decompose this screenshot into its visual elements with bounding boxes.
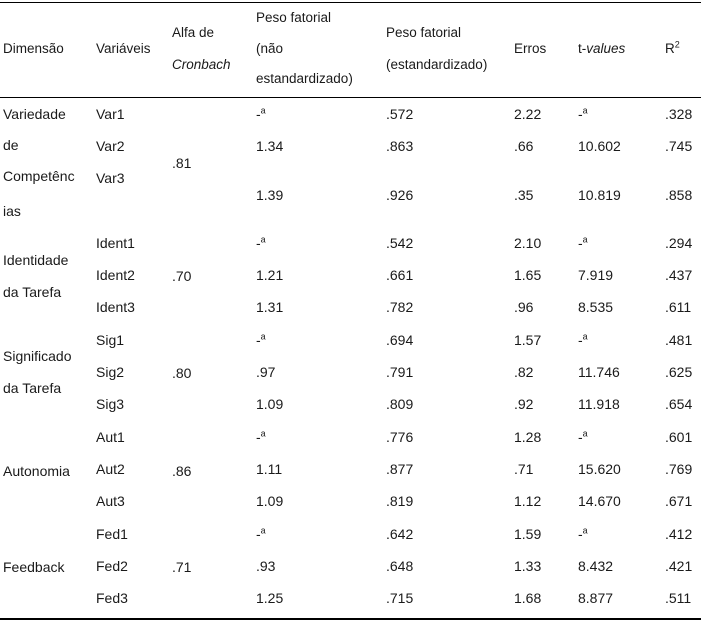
row-6-peso-std-value: .694 bbox=[386, 332, 414, 348]
row-14-erros-value: 1.68 bbox=[514, 590, 542, 606]
row-12-erros bbox=[514, 522, 541, 546]
row-1-t-value bbox=[578, 134, 621, 158]
row-0-peso-std-value: .572 bbox=[386, 106, 414, 122]
row-7-r2 bbox=[665, 360, 692, 384]
row-5-variable bbox=[96, 295, 135, 319]
row-3-variable bbox=[96, 231, 135, 255]
row-9-variable bbox=[96, 425, 125, 449]
header-peso-nao-line2: (não bbox=[256, 41, 284, 56]
row-11-peso-std bbox=[386, 489, 413, 513]
row-10-erros bbox=[514, 457, 533, 481]
row-10-peso-std bbox=[386, 457, 413, 481]
row-12-peso-nao-value: - bbox=[256, 526, 261, 542]
row-11-t-value-value: 14.670 bbox=[578, 493, 621, 509]
row-14-variable bbox=[96, 586, 128, 610]
row-13-t-value bbox=[578, 554, 613, 578]
row-8-erros-value: .92 bbox=[514, 396, 534, 412]
row-4-variable-value: Ident2 bbox=[96, 267, 135, 283]
header-alfa-line1: Alfa de bbox=[172, 25, 215, 40]
row-8-variable bbox=[96, 392, 124, 416]
row-8-peso-nao bbox=[256, 392, 283, 416]
row-5-peso-nao-value: 1.31 bbox=[256, 299, 284, 315]
row-1-peso-std-value: .863 bbox=[386, 138, 414, 154]
row-3-peso-std-value: .542 bbox=[386, 235, 414, 251]
row-9-erros bbox=[514, 425, 541, 449]
row-8-peso-std-value: .809 bbox=[386, 396, 414, 412]
row-12-r2-value: .412 bbox=[665, 526, 693, 542]
row-6-peso-nao bbox=[256, 328, 266, 352]
row-0-variable bbox=[96, 102, 125, 126]
row-12-peso-nao-footnote: a bbox=[260, 525, 266, 536]
row-10-variable-value: Aut2 bbox=[96, 461, 125, 477]
dimension-0-line-2: Competênc bbox=[3, 168, 75, 184]
row-14-erros bbox=[514, 586, 541, 610]
table-header-rule bbox=[0, 97, 701, 98]
header-alfa-line2: Cronbach bbox=[172, 57, 231, 72]
row-4-peso-nao-value: 1.21 bbox=[256, 267, 284, 283]
header-variaveis: Variáveis bbox=[96, 41, 151, 56]
row-8-r2-value: .654 bbox=[665, 396, 693, 412]
row-7-t-value-value: 11.746 bbox=[578, 364, 620, 380]
header-r-sup: 2 bbox=[674, 39, 680, 50]
row-11-r2 bbox=[665, 489, 692, 513]
row-9-r2-value: .601 bbox=[665, 429, 693, 445]
row-5-erros bbox=[514, 295, 533, 319]
row-7-r2-value: .625 bbox=[665, 364, 693, 380]
row-9-r2 bbox=[665, 425, 692, 449]
row-1-erros-value: .66 bbox=[514, 138, 534, 154]
row-10-erros-value: .71 bbox=[514, 461, 534, 477]
row-14-peso-std bbox=[386, 586, 413, 610]
row-0-erros-value: 2.22 bbox=[514, 106, 542, 122]
row-6-variable bbox=[96, 328, 124, 352]
dimension-1-line-1: da Tarefa bbox=[3, 284, 62, 300]
row-6-t-value-value: - bbox=[578, 332, 583, 348]
dimension-2-line-1: da Tarefa bbox=[3, 380, 62, 396]
row-0-peso-nao-value: - bbox=[256, 106, 261, 122]
row-7-peso-nao-value: .97 bbox=[256, 364, 276, 380]
row-7-erros-value: .82 bbox=[514, 364, 534, 380]
row-14-t-value bbox=[578, 586, 613, 610]
dimension-0-line-0: Variedade bbox=[3, 106, 66, 122]
row-14-peso-std-value: .715 bbox=[386, 590, 414, 606]
row-5-r2 bbox=[665, 295, 691, 319]
row-1-t-value-value: 10.602 bbox=[578, 138, 621, 154]
row-12-t-value-value: - bbox=[578, 526, 583, 542]
row-0-peso-std bbox=[386, 102, 413, 126]
row-3-r2 bbox=[665, 231, 692, 255]
dimension-0-line-1: de bbox=[3, 137, 19, 153]
row-5-peso-std-value: .782 bbox=[386, 299, 414, 315]
row-4-r2 bbox=[665, 263, 692, 287]
row-12-erros-value: 1.59 bbox=[514, 526, 542, 542]
row-14-peso-nao-value: 1.25 bbox=[256, 590, 284, 606]
row-10-peso-nao bbox=[256, 457, 282, 481]
row-7-peso-nao bbox=[256, 360, 275, 384]
row-0-r2-value: .328 bbox=[665, 106, 693, 122]
dimension-4-line-0: Feedback bbox=[3, 559, 65, 575]
row-10-t-value-value: 15.620 bbox=[578, 461, 621, 477]
header-r2 bbox=[665, 37, 680, 61]
row-3-t-value-value: - bbox=[578, 235, 583, 251]
row-9-erros-value: 1.28 bbox=[514, 429, 542, 445]
row-1-peso-nao bbox=[256, 134, 283, 158]
row-11-erros-value: 1.12 bbox=[514, 493, 542, 509]
row-4-erros-value: 1.65 bbox=[514, 267, 542, 283]
row-1-variable bbox=[96, 134, 125, 158]
dimension-0-line-3: ias bbox=[3, 203, 21, 219]
row-6-r2-value: .481 bbox=[665, 332, 693, 348]
row-14-r2 bbox=[665, 586, 691, 610]
alpha-4: .71 bbox=[172, 559, 192, 575]
row-13-r2 bbox=[665, 554, 692, 578]
row-3-peso-nao-value: - bbox=[256, 235, 261, 251]
alpha-1: .70 bbox=[172, 268, 192, 284]
row-3-erros bbox=[514, 231, 541, 255]
row-14-peso-nao bbox=[256, 586, 283, 610]
row-4-t-value bbox=[578, 263, 613, 287]
row-9-peso-nao-value: - bbox=[256, 429, 261, 445]
row-7-erros bbox=[514, 360, 533, 384]
row-3-peso-std bbox=[386, 231, 413, 255]
row-5-t-value bbox=[578, 295, 613, 319]
header-peso-std-line1: Peso fatorial bbox=[386, 25, 462, 40]
row-13-r2-value: .421 bbox=[665, 558, 693, 574]
row-4-r2-value: .437 bbox=[665, 267, 693, 283]
dimension-1-line-0: Identidade bbox=[3, 252, 69, 268]
row-8-variable-value: Sig3 bbox=[96, 396, 125, 412]
row-6-r2 bbox=[665, 328, 692, 352]
row-10-variable bbox=[96, 457, 125, 481]
row-12-t-value bbox=[578, 522, 588, 546]
row-1-r2-value: .745 bbox=[665, 138, 693, 154]
row-5-t-value-value: 8.535 bbox=[578, 299, 614, 315]
alpha-0: .81 bbox=[172, 155, 192, 171]
row-10-r2-value: .769 bbox=[665, 461, 693, 477]
row-12-variable-value: Fed1 bbox=[96, 526, 128, 542]
row-12-variable bbox=[96, 522, 128, 546]
row-0-r2 bbox=[665, 102, 692, 126]
row-9-peso-std bbox=[386, 425, 413, 449]
row-6-t-value-footnote: a bbox=[582, 331, 588, 342]
header-t-prefix: t- bbox=[578, 41, 587, 56]
row-9-variable-value: Aut1 bbox=[96, 429, 125, 445]
row-9-peso-std-value: .776 bbox=[386, 429, 414, 445]
row-13-peso-nao bbox=[256, 554, 275, 578]
row-12-peso-std-value: .642 bbox=[386, 526, 414, 542]
row-13-variable bbox=[96, 554, 128, 578]
header-t-italic: values bbox=[586, 41, 626, 56]
row-12-r2 bbox=[665, 522, 692, 546]
row-5-peso-std bbox=[386, 295, 413, 319]
row-10-r2 bbox=[665, 457, 692, 481]
header-t-values bbox=[578, 37, 625, 61]
row-4-erros bbox=[514, 263, 541, 287]
row-4-peso-std bbox=[386, 263, 413, 287]
row-7-t-value bbox=[578, 360, 620, 384]
row-7-peso-std bbox=[386, 360, 413, 384]
row-13-variable-value: Fed2 bbox=[96, 558, 128, 574]
row-11-peso-std-value: .819 bbox=[386, 493, 414, 509]
row-13-peso-std bbox=[386, 554, 413, 578]
row-6-peso-nao-footnote: a bbox=[260, 331, 266, 342]
dimension-2-line-0: Significado bbox=[3, 348, 72, 364]
row-6-peso-std bbox=[386, 328, 413, 352]
row-0-variable-value: Var1 bbox=[96, 106, 125, 122]
row-1-r2 bbox=[665, 134, 692, 158]
row-12-peso-std bbox=[386, 522, 413, 546]
row-13-erros bbox=[514, 554, 541, 578]
row-0-t-value-value: - bbox=[578, 106, 583, 122]
row-14-variable-value: Fed3 bbox=[96, 590, 128, 606]
row-2-t-value bbox=[578, 183, 621, 207]
row-7-variable-value: Sig2 bbox=[96, 364, 125, 380]
row-9-t-value bbox=[578, 425, 588, 449]
row-1-peso-nao-value: 1.34 bbox=[256, 138, 284, 154]
row-2-erros bbox=[514, 183, 533, 207]
row-2-erros-value: .35 bbox=[514, 187, 534, 203]
row-1-variable-value: Var2 bbox=[96, 138, 125, 154]
row-1-peso-std bbox=[386, 134, 413, 158]
row-6-peso-nao-value: - bbox=[256, 332, 261, 348]
row-9-t-value-value: - bbox=[578, 429, 583, 445]
header-erros: Erros bbox=[514, 41, 547, 56]
row-2-peso-nao-value: 1.39 bbox=[256, 187, 284, 203]
row-1-erros bbox=[514, 134, 533, 158]
row-5-peso-nao bbox=[256, 295, 283, 319]
row-11-erros bbox=[514, 489, 541, 513]
row-8-peso-std bbox=[386, 392, 413, 416]
row-11-variable-value: Aut3 bbox=[96, 493, 125, 509]
table-top-rule bbox=[0, 2, 701, 3]
row-8-peso-nao-value: 1.09 bbox=[256, 396, 284, 412]
row-11-t-value bbox=[578, 489, 621, 513]
row-8-erros bbox=[514, 392, 533, 416]
row-3-peso-nao bbox=[256, 231, 266, 255]
row-12-peso-nao bbox=[256, 522, 266, 546]
row-4-variable bbox=[96, 263, 135, 287]
row-3-peso-nao-footnote: a bbox=[260, 234, 266, 245]
row-12-t-value-footnote: a bbox=[582, 525, 588, 536]
table-bottom-rule bbox=[0, 618, 701, 620]
header-peso-nao-line3: estandardizado) bbox=[256, 71, 353, 86]
row-3-variable-value: Ident1 bbox=[96, 235, 135, 251]
row-3-erros-value: 2.10 bbox=[514, 235, 542, 251]
header-peso-nao-line1: Peso fatorial bbox=[256, 10, 332, 25]
row-9-peso-nao bbox=[256, 425, 266, 449]
header-peso-std-line2: (estandardizado) bbox=[386, 57, 488, 72]
row-4-peso-std-value: .661 bbox=[386, 267, 414, 283]
row-11-peso-nao bbox=[256, 489, 283, 513]
row-13-t-value-value: 8.432 bbox=[578, 558, 614, 574]
row-7-variable bbox=[96, 360, 124, 384]
row-3-t-value-footnote: a bbox=[582, 234, 588, 245]
row-5-erros-value: .96 bbox=[514, 299, 534, 315]
row-9-peso-nao-footnote: a bbox=[260, 428, 266, 439]
row-0-peso-nao-footnote: a bbox=[260, 105, 266, 116]
row-0-t-value-footnote: a bbox=[582, 105, 588, 116]
row-4-t-value-value: 7.919 bbox=[578, 267, 614, 283]
row-14-r2-value: .511 bbox=[665, 590, 692, 606]
row-14-t-value-value: 8.877 bbox=[578, 590, 614, 606]
row-0-t-value bbox=[578, 102, 588, 126]
row-0-erros bbox=[514, 102, 541, 126]
row-3-r2-value: .294 bbox=[665, 235, 693, 251]
row-9-t-value-footnote: a bbox=[582, 428, 588, 439]
row-7-peso-std-value: .791 bbox=[386, 364, 414, 380]
row-5-variable-value: Ident3 bbox=[96, 299, 135, 315]
row-2-variable-value: Var3 bbox=[96, 170, 125, 186]
row-2-t-value-value: 10.819 bbox=[578, 187, 621, 203]
row-2-variable bbox=[96, 166, 125, 190]
row-3-t-value bbox=[578, 231, 588, 255]
header-dimensao: Dimensão bbox=[3, 41, 64, 56]
row-6-erros bbox=[514, 328, 541, 352]
row-6-variable-value: Sig1 bbox=[96, 332, 125, 348]
row-6-erros-value: 1.57 bbox=[514, 332, 542, 348]
row-11-r2-value: .671 bbox=[665, 493, 693, 509]
row-13-peso-nao-value: .93 bbox=[256, 558, 276, 574]
row-10-t-value bbox=[578, 457, 621, 481]
row-10-peso-nao-value: 1.11 bbox=[256, 461, 283, 477]
alpha-2: .80 bbox=[172, 365, 192, 381]
row-11-variable bbox=[96, 489, 125, 513]
row-11-peso-nao-value: 1.09 bbox=[256, 493, 284, 509]
row-2-peso-std bbox=[386, 183, 413, 207]
header-r-base: R bbox=[665, 41, 675, 56]
row-4-peso-nao bbox=[256, 263, 283, 287]
row-10-peso-std-value: .877 bbox=[386, 461, 414, 477]
dimension-3-line-0: Autonomia bbox=[3, 463, 70, 479]
row-2-peso-std-value: .926 bbox=[386, 187, 414, 203]
row-2-r2 bbox=[665, 183, 692, 207]
row-8-r2 bbox=[665, 392, 692, 416]
alpha-3: .86 bbox=[172, 463, 192, 479]
row-6-t-value bbox=[578, 328, 588, 352]
row-5-r2-value: .611 bbox=[665, 299, 692, 315]
row-0-peso-nao bbox=[256, 102, 266, 126]
row-13-peso-std-value: .648 bbox=[386, 558, 414, 574]
row-13-erros-value: 1.33 bbox=[514, 558, 542, 574]
row-8-t-value-value: 11.918 bbox=[578, 396, 620, 412]
row-2-peso-nao bbox=[256, 183, 283, 207]
row-2-r2-value: .858 bbox=[665, 187, 693, 203]
row-8-t-value bbox=[578, 392, 620, 416]
